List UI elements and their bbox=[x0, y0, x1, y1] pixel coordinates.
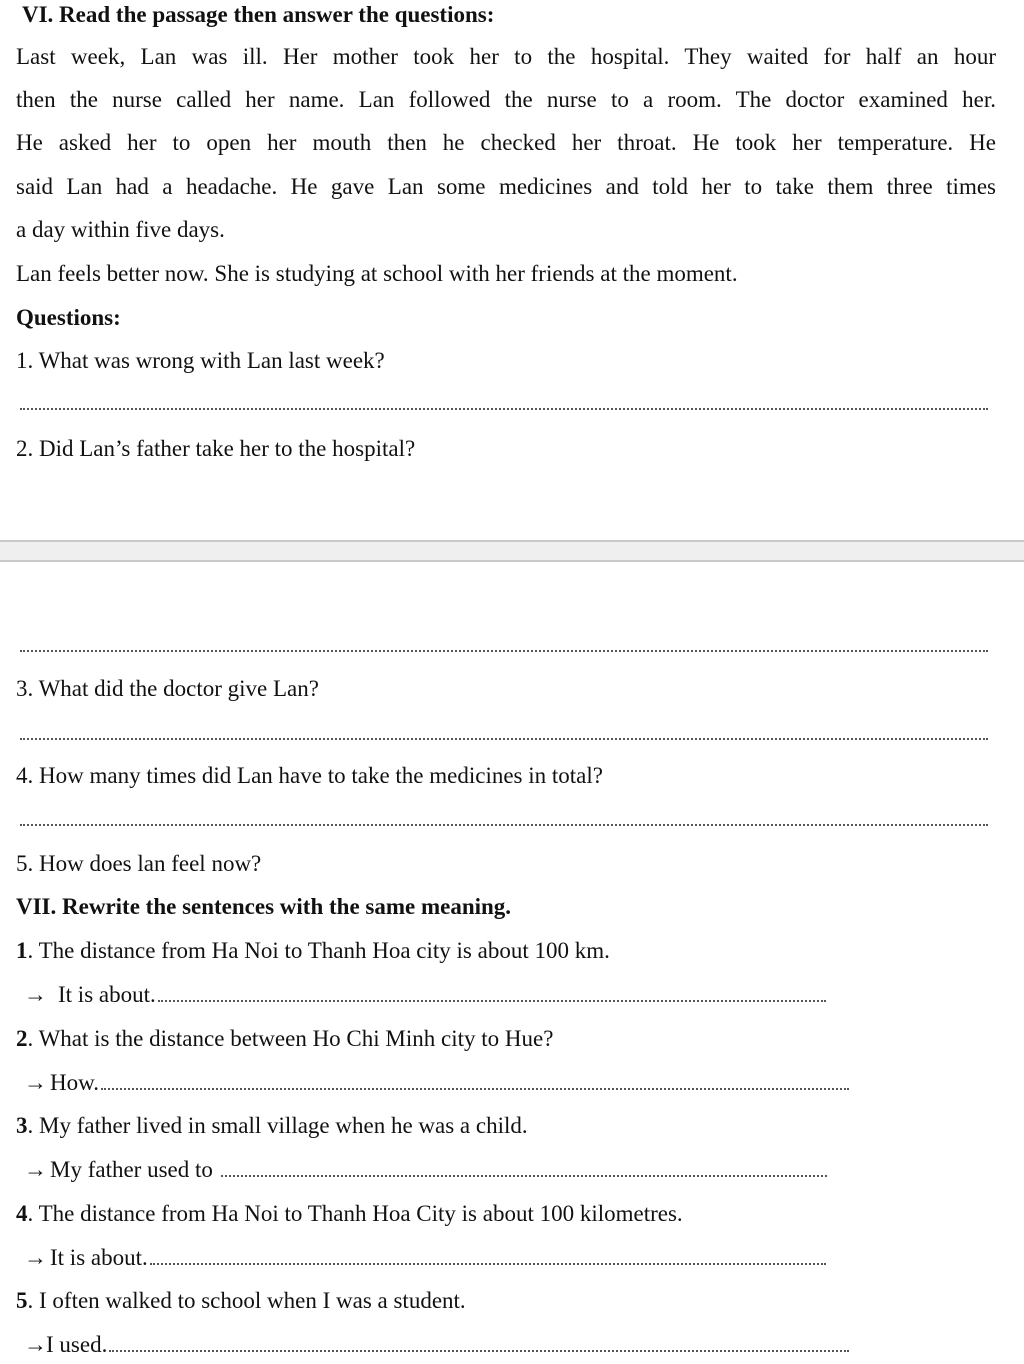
rewrite-answer-2 bbox=[24, 1068, 1004, 1098]
passage-line-1: Last week, Lan was ill. Her mother took her to the hospital. They waited for half an hour bbox=[16, 44, 996, 69]
arrow-icon: → bbox=[24, 982, 47, 1007]
arrow-icon: → bbox=[24, 1332, 47, 1357]
rewrite-blank-3[interactable] bbox=[221, 1157, 827, 1177]
rewrite-number-5: 5 bbox=[16, 1288, 28, 1313]
rewrite-sentence-5: . I often walked to school when I was a student. bbox=[27, 1288, 466, 1313]
rewrite-item-1 bbox=[16, 936, 996, 966]
rewrite-answer-4 bbox=[24, 1243, 1004, 1273]
rewrite-sentence-4: . The distance from Ha Noi to Thanh Hoa City is about 100 kilometres. bbox=[27, 1201, 683, 1226]
rewrite-blank-2[interactable] bbox=[101, 1070, 849, 1090]
answer-line-1[interactable] bbox=[20, 408, 988, 410]
rewrite-number-2: 2 bbox=[16, 1026, 28, 1051]
passage-line-3: He asked her to open her mouth then he checked her throat. He took her temperature. He bbox=[16, 130, 996, 155]
rewrite-prompt-1: It is about. bbox=[58, 982, 156, 1007]
answer-line-3[interactable] bbox=[20, 738, 988, 740]
question-2: 2. Did Lan’s father take her to the hospital? bbox=[16, 436, 416, 461]
questions-heading: Questions: bbox=[16, 305, 121, 330]
rewrite-prompt-2: How. bbox=[50, 1070, 99, 1095]
rewrite-blank-4[interactable] bbox=[150, 1245, 826, 1265]
question-4: 4. How many times did Lan have to take the medicines in total? bbox=[16, 763, 603, 788]
arrow-icon: → bbox=[24, 1157, 47, 1182]
question-1: 1. What was wrong with Lan last week? bbox=[16, 348, 385, 373]
rewrite-blank-1[interactable] bbox=[158, 982, 826, 1002]
arrow-icon: → bbox=[24, 1245, 47, 1270]
rewrite-item-3 bbox=[16, 1111, 996, 1141]
rewrite-item-5 bbox=[16, 1286, 996, 1316]
answer-line-4[interactable] bbox=[20, 824, 988, 826]
page-break bbox=[0, 540, 1024, 562]
rewrite-sentence-1: . The distance from Ha Noi to Thanh Hoa city is about 100 km. bbox=[27, 938, 610, 963]
passage-line-2: then the nurse called her name. Lan followed the nurse to a room. The doctor examined her. bbox=[16, 87, 996, 112]
question-3: 3. What did the doctor give Lan? bbox=[16, 676, 319, 701]
rewrite-answer-5 bbox=[24, 1330, 1004, 1360]
worksheet-page-1 bbox=[0, 0, 1024, 540]
rewrite-item-4 bbox=[16, 1199, 996, 1229]
rewrite-number-4: 4 bbox=[16, 1201, 28, 1226]
arrow-icon: → bbox=[24, 1070, 47, 1095]
passage-line-6: Lan feels better now. She is studying at school with her friends at the moment. bbox=[16, 261, 738, 286]
passage-line-4: said Lan had a headache. He gave Lan some medicines and told her to take them three times bbox=[16, 174, 996, 199]
answer-line-2[interactable] bbox=[20, 650, 988, 652]
passage-line-5: a day within five days. bbox=[16, 217, 225, 242]
rewrite-answer-3 bbox=[24, 1155, 1004, 1185]
rewrite-number-1: 1 bbox=[16, 938, 28, 963]
rewrite-sentence-3: . My father lived in small village when he was a child. bbox=[27, 1113, 528, 1138]
rewrite-sentence-2: . What is the distance between Ho Chi Minh city to Hue? bbox=[27, 1026, 554, 1051]
rewrite-prompt-3: My father used to bbox=[50, 1157, 213, 1182]
rewrite-prompt-4: It is about. bbox=[50, 1245, 148, 1270]
rewrite-answer-1 bbox=[24, 980, 1004, 1010]
rewrite-number-3: 3 bbox=[16, 1113, 28, 1138]
question-5: 5. How does lan feel now? bbox=[16, 851, 262, 876]
rewrite-item-2 bbox=[16, 1024, 996, 1054]
section7-heading: VII. Rewrite the sentences with the same meaning. bbox=[16, 894, 512, 919]
rewrite-prompt-5: I used. bbox=[46, 1332, 108, 1357]
rewrite-blank-5[interactable] bbox=[109, 1332, 849, 1352]
section6-heading: VI. Read the passage then answer the questions: bbox=[22, 2, 495, 27]
worksheet-page-2 bbox=[0, 562, 1024, 1364]
